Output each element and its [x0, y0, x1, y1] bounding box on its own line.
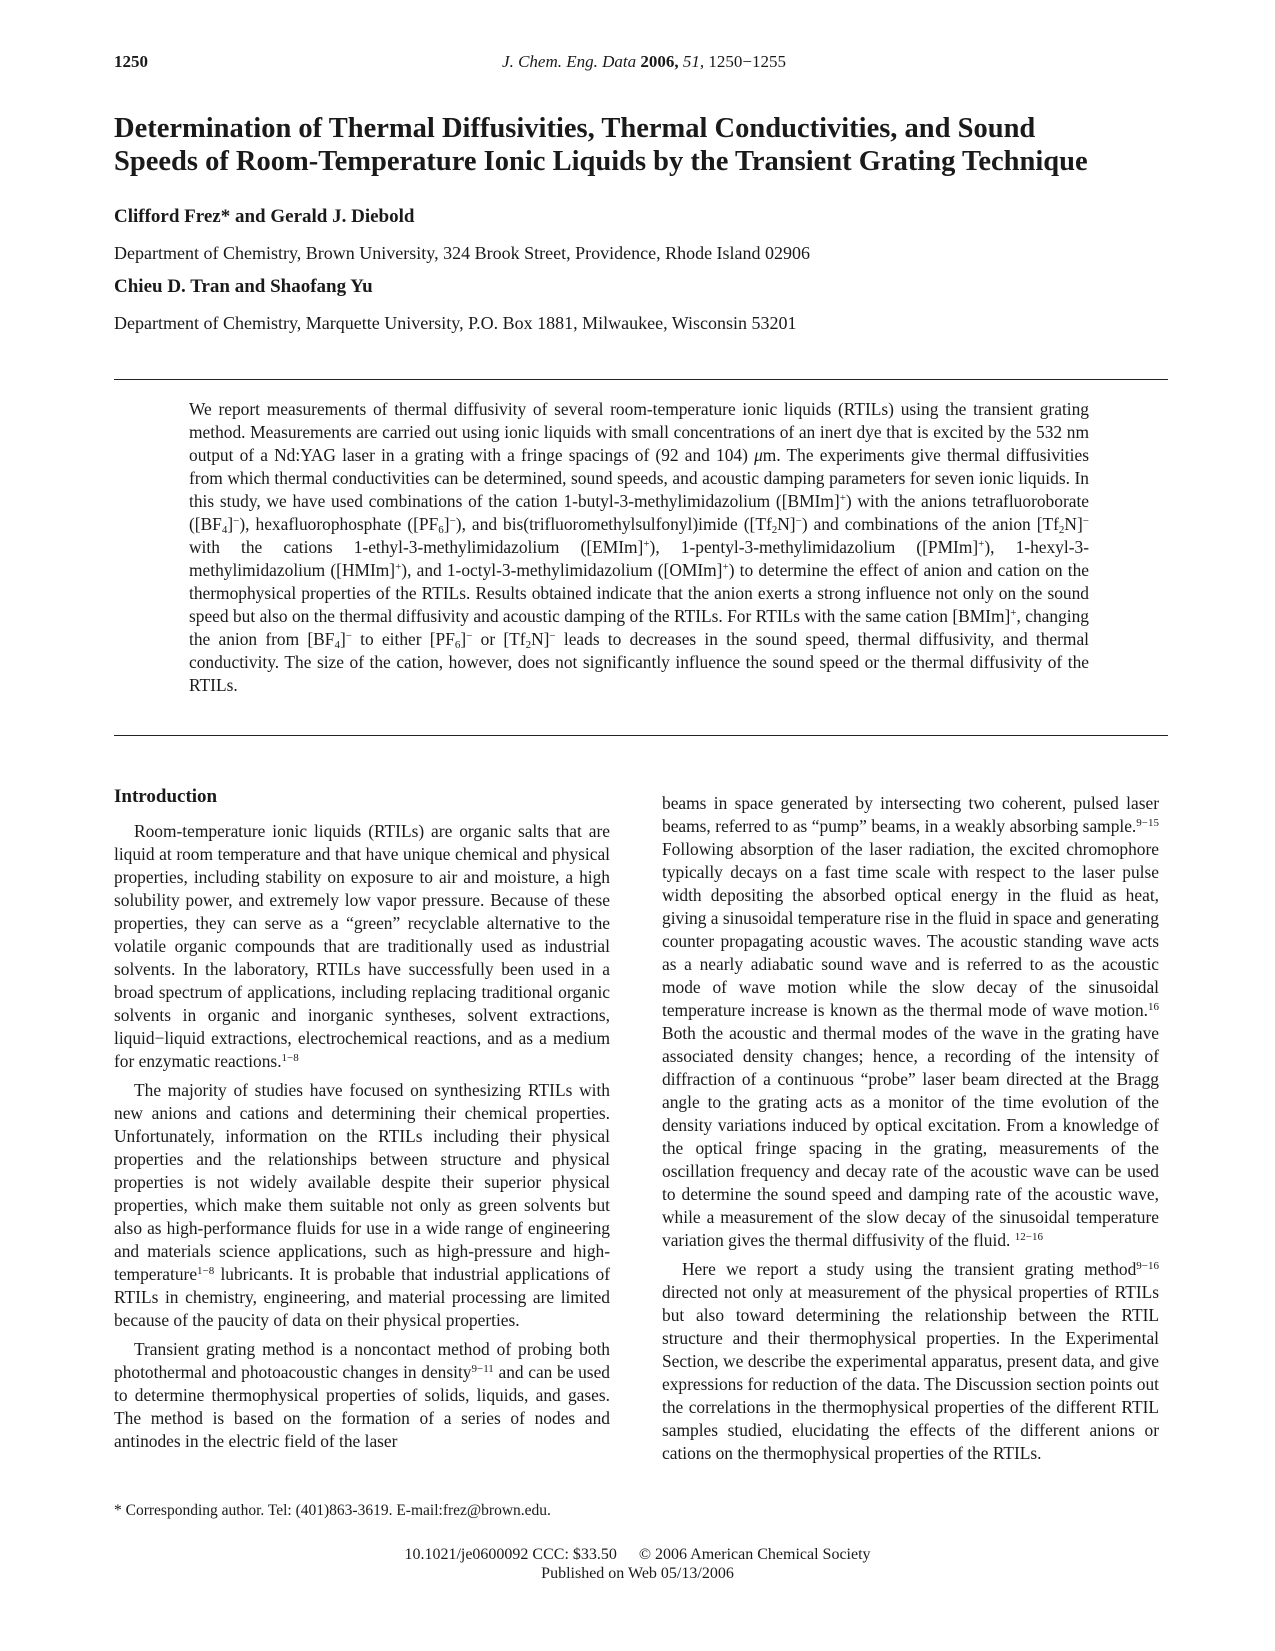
journal-year: 2006, [640, 52, 679, 71]
corresponding-author-footnote: * Corresponding author. Tel: (401)863-3619. E-mail:frez@brown.edu. [114, 1502, 551, 1519]
citation: 1−8 [281, 1052, 299, 1064]
paragraph: Room-temperature ionic liquids (RTILs) are organic salts that are liquid at room temperature and that have unique chemical and physical properties, including stability on exposure to air and moisture, a high solubility power, and extremely low vapor pressure. Because of these properties, they can serve as a “green” recyclable alternative to the volatile organic compounds that are traditionally used as industrial solvents. In the laboratory, RTILs have successfully been used in a broad spectrum of applications, including replacing traditional organic solvents in organic and inorganic syntheses, solvent extractions, liquid−liquid extractions, electrochemical reactions, and as a medium for enzymatic reactions.$^{1-8}$ [114, 821, 610, 1071]
journal-volume: 51, [682, 52, 705, 71]
author-names: Clifford Frez* and Gerald J. Diebold [114, 206, 415, 227]
citation: 9−15 [1136, 817, 1159, 829]
copyright: © 2006 American Chemical Society [638, 1546, 871, 1563]
paragraph: The majority of studies have focused on synthesizing RTILs with new anions and cations and determining their chemical properties. Unfortunately, information on the RTILs including their physical properties and the relationships between structure and physical properties is not widely available despite their superior physical properties, which make them suitable not only as green solvents but also as high-performance fluids for use in a wide range of engineering and materials science applications, such as high-pressure and high-temperature$^{1-8}$ lubricants. It is probable that industrial applications of RTILs in chemistry, engineering, and material processing are limited because of the paucity of data on their physical properties. [114, 1080, 610, 1330]
paragraph: Here we report a study using the transient grating method$^{9-16}$ directed not only at measurement of the physical properties of RTILs but also toward determining the relationship between the RTIL structure and their thermophysical properties. In the Experimental Section, we describe the experimental apparatus, present data, and give expressions for reduction of the data. The Discussion section points out the correlations in the thermophysical properties of the different RTIL samples studied, elucidating the effects of the different anions or cations on the thermophysical properties of the RTILs. [662, 1259, 1159, 1463]
author-names: Chieu D. Tran and Shaofang Yu [114, 276, 373, 297]
citation: 16 [1148, 1001, 1159, 1013]
divider [114, 379, 1168, 380]
doi-price: 10.1021/je0600092 CCC: $33.50 [404, 1546, 617, 1563]
citation: 9−11 [471, 1363, 494, 1375]
title-line: Speeds of Room-Temperature Ionic Liquids by the Transient Grating Technique [114, 146, 1088, 177]
published-date: Published on Web 05/13/2006 [541, 1565, 734, 1582]
citation: 12−16 [1014, 1231, 1043, 1243]
journal-name: J. Chem. Eng. Data [502, 52, 637, 71]
affiliation: Department of Chemistry, Brown University, 324 Brook Street, Providence, Rhode Island 02906 [114, 243, 811, 263]
running-head [114, 52, 1174, 76]
section-heading-introduction: Introduction [114, 786, 218, 807]
abstract: We report measurements of thermal diffusivity of several room-temperature ionic liquids (RTILs) using the transient grating method. Measurements are carried out using ionic liquids with small concentrations of an inert dye that is excited by the 532 nm output of a Nd:YAG laser in a grating with a fringe spacings of (92 and 104) μm. The experiments give thermal diffusivities from which thermal conductivities can be determined, sound speeds, and acoustic damping parameters for seven ionic liquids. In this study, we have used combinations of the cation 1-butyl-3-methylimidazolium ([BMIm]+) with the anions tetrafluoroborate $([BF_4]^-)$, hexafluorophosphate $([PF_6]^-)$, and bis(trifluoromethylsulfonyl)imide $([Tf_2N]^-)$ and combinations of the anion $[Tf_2N]^-$ with the cations 1-ethyl-3-methylimidazolium ([EMIm]+), 1-pentyl-3-methylimidazolium ([PMIm]+), 1-hexyl-3-methylimidazolium ([HMIm]+), and 1-octyl-3-methylimidazolium ([OMIm]+) to determine the effect of anion and cation on the thermophysical properties of the RTILs. Results obtained indicate that the anion exerts a strong influence not only on the sound speed but also on the thermal diffusivity and acoustic damping of the RTILs. For RTILs with the same cation [BMIm]+, changing the anion from $[BF_4]^-$ to either $[PF_6]^-$ or $[Tf_2N]^-$ leads to decreases in the sound speed, thermal diffusivity, and thermal conductivity. The size of the cation, however, does not significantly influence the sound speed or the thermal diffusivity of the RTILs. [189, 399, 1090, 695]
citation: 9−16 [1136, 1260, 1159, 1272]
divider [114, 735, 1168, 736]
page-footer [0, 1545, 1275, 1583]
paper-title [114, 112, 1194, 178]
page-number: 1250 [114, 52, 148, 71]
affiliation: Department of Chemistry, Marquette University, P.O. Box 1881, Milwaukee, Wisconsin 53201 [114, 313, 797, 333]
journal-citation [114, 52, 1174, 72]
title-line: Determination of Thermal Diffusivities, Thermal Conductivities, and Sound [114, 113, 1036, 144]
paragraph: Transient grating method is a noncontact method of probing both photothermal and photoacoustic changes in density$^{9-11}$ and can be used to determine thermophysical properties of solids, liquids, and gases. The method is based on the formation of a series of nodes and antinodes in the electric field of the laser [114, 1339, 610, 1451]
paragraph: beams in space generated by intersecting two coherent, pulsed laser beams, referred to as “pump” beams, in a weakly absorbing sample.$^{9-15}$ Following absorption of the laser radiation, the excited chromophore typically decays on a fast time scale with respect to the laser pulse width depositing the absorbed optical energy in the fluid as heat, giving a sinusoidal temperature rise in the fluid in space and generating counter propagating acoustic waves. The acoustic standing wave acts as a nearly adiabatic sound wave and is referred to as the acoustic mode of wave motion while the slow decay of the sinusoidal temperature increase is known as the thermal mode of wave motion.$^{16}$ Both the acoustic and thermal modes of the wave in the grating have associated density changes; hence, a recording of the intensity of diffraction of a continuous “probe” laser beam directed at the Bragg angle to the grating acts as a monitor of the time evolution of the density variations induced by optical excitation. From a knowledge of the optical fringe spacing in the grating, measurements of the oscillation frequency and decay rate of the acoustic wave can be used to determine the sound speed and damping rate of the acoustic wave, while a measurement of the slow decay of the sinusoidal temperature variation gives the thermal diffusivity of the fluid. $^{12-16}$ [662, 793, 1159, 1250]
left-column [114, 820, 610, 1453]
right-column [662, 792, 1159, 1465]
journal-pages: 1250−1255 [708, 52, 786, 71]
citation: 1−8 [197, 1265, 215, 1277]
